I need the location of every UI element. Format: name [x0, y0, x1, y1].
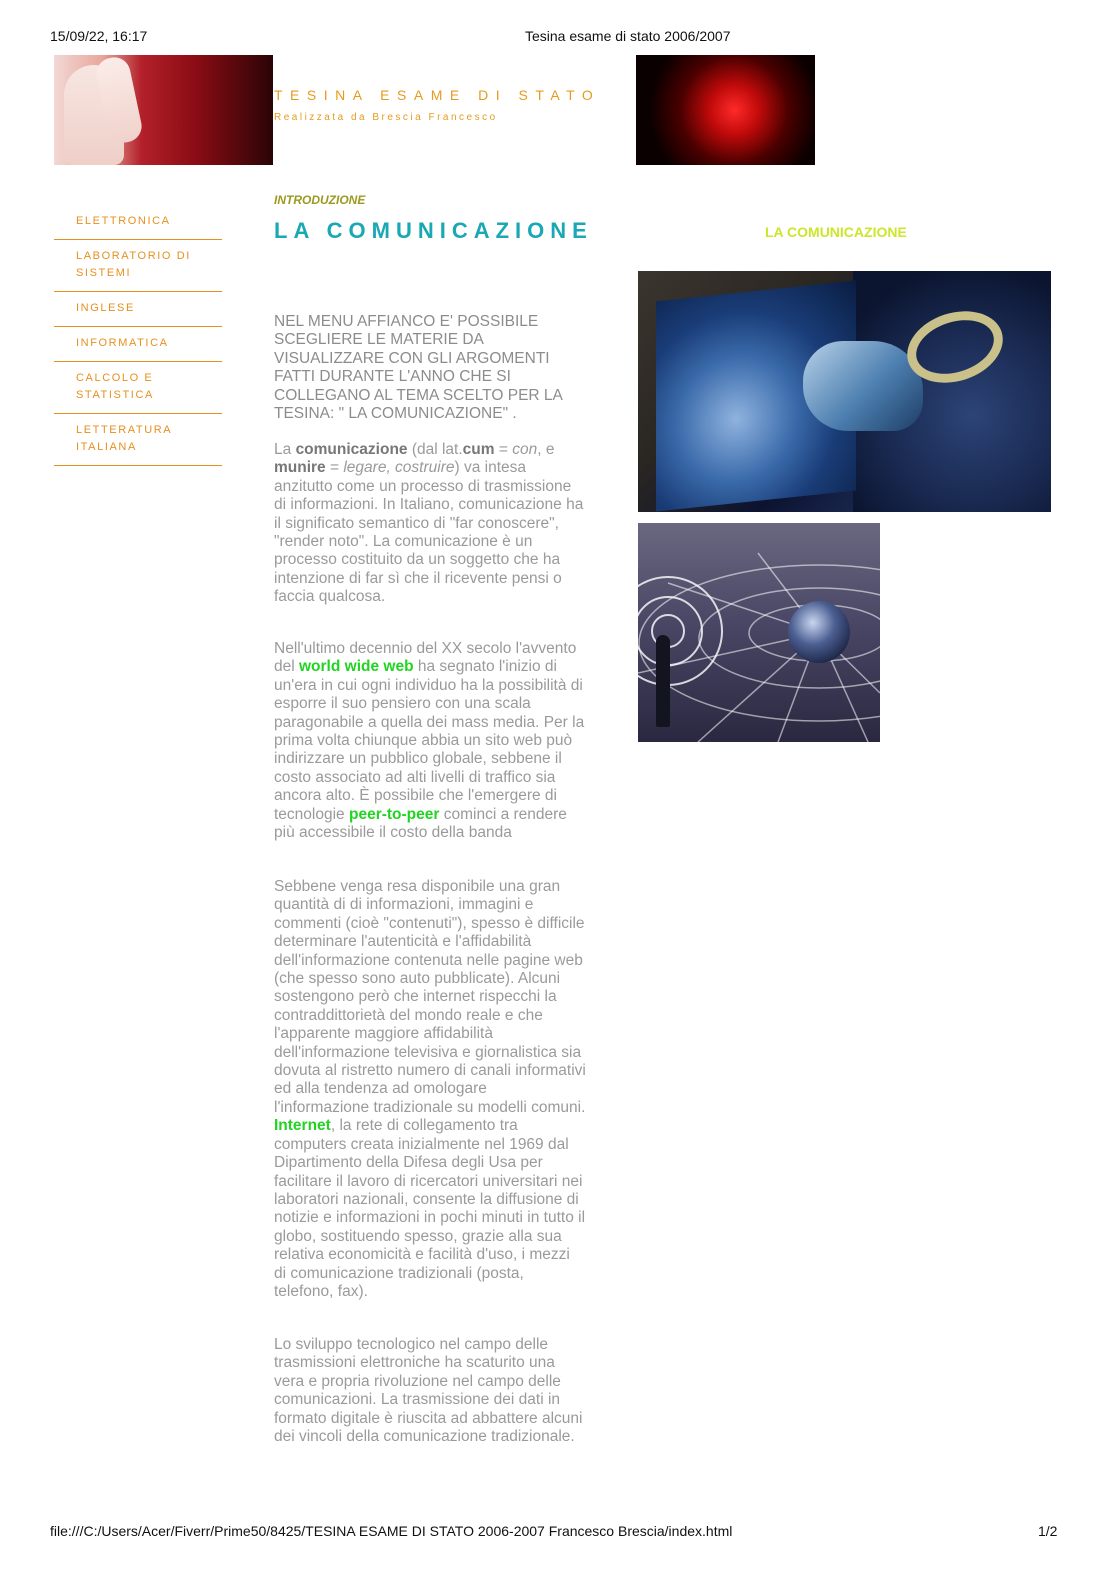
menu-item-laboratorio-di-sistemi[interactable]: LABORATORIO DI SISTEMI: [54, 240, 222, 292]
paragraph-technology: Lo sviluppo tecnologico nel campo delle trasmissioni elettroniche ha scaturito una vera e propria rivoluzione nel campo delle comunicazioni. La trasmissione dei dati in formato digitale è riuscita ad abbattere alcuni dei vincoli della comunicazione tradizionale.: [274, 1336, 583, 1446]
link-world-wide-web[interactable]: world wide web: [299, 658, 414, 676]
menu-item-inglese[interactable]: INGLESE: [54, 292, 222, 327]
globe-web-image: [638, 523, 880, 742]
menu-item-letteratura-italiana[interactable]: LETTERATURA ITALIANA: [54, 414, 222, 466]
link-internet[interactable]: Internet: [274, 1117, 331, 1135]
paragraph-internet: Sebbene venga resa disponibile una gran quantità di di informazioni, immagini e commenti (cioè "contenuti"), spesso è difficile determinare l'autenticità e l'affidabilità dell'informazione contenuta nelle pagine web (che spesso sono auto pubblicate). Alcuni sostengono però che internet rispecchi la contraddittorietà del mondo reale e che l'apparente maggiore affidabilità dell'informazione televisiva e giornalistica sia dovuta al ristretto numero di canali informativi ed alla tendenza ad omologare l'informazione tradizionale su modelli comuni. Internet, la rete di collegamento tra computers creata inizialmente nel 1969 dal Dipartimento della Difesa degli Usa per facilitare il lavoro di ricercatori universitari nei laboratori nazionali, consente la diffusione di notizie e informazioni in pochi minuti in tutto il globo, sostituendo spesso, grazie alla sua relativa economicità e facilità d'uso, i mezzi di comunicazione tradizionali (posta, telefono, fax).: [274, 878, 586, 1300]
menu-item-informatica[interactable]: INFORMATICA: [54, 327, 222, 362]
sidebar-menu: [54, 205, 222, 466]
header-flower-image: [636, 55, 815, 165]
intro-text: NEL MENU AFFIANCO E' POSSIBILE SCEGLIERE LE MATERIE DA VISUALIZZARE CON GLI ARGOMENTI FATTI DURANTE L'ANNO CHE SI COLLEGANO AL TEMA SCELTO PER LA TESINA: " LA COMUNICAZIONE" .: [274, 313, 563, 423]
menu-item-calcolo-e-statistica[interactable]: CALCOLO E STATISTICA: [54, 362, 222, 414]
section-label: INTRODUZIONE: [274, 193, 366, 207]
paragraph-web: Nell'ultimo decennio del XX secolo l'avvento del world wide web ha segnato l'inizio di un'era in cui ogni individuo ha la possibilità di esporre il suo pensiero con una scala paragonabile a quella dei mass media. Per la prima volta chiunque abbia un sito web può indirizzare un pubblico globale, sebbene il costo associato ad alti livelli di traffico sia ancora alto. È possibile che l'emergere di tecnologie peer-to-peer cominci a rendere più accessibile il costo della banda: [274, 640, 585, 842]
site-subtitle: Realizzata da Brescia Francesco: [274, 112, 498, 123]
header-hand-image: [54, 55, 273, 165]
menu-item-elettronica[interactable]: ELETTRONICA: [54, 205, 222, 240]
site-title: TESINA ESAME DI STATO: [274, 87, 601, 103]
link-peer-to-peer[interactable]: peer-to-peer: [348, 805, 440, 823]
at-sign-hand-image: [638, 271, 1051, 512]
right-column-title: LA COMUNICAZIONE: [765, 224, 907, 240]
print-page-number: 1/2: [1038, 1523, 1058, 1539]
print-url: file:///C:/Users/Acer/Fiverr/Prime50/8425/TESINA ESAME DI STATO 2006-2007 Francesco Brescia/index.html: [50, 1523, 733, 1539]
print-title: Tesina esame di stato 2006/2007: [525, 28, 731, 44]
paragraph-definition: La comunicazione (dal lat.cum = con, e munire = legare, costruire) va intesa anzitutto come un processo di trasmissione di informazioni. In Italiano, comunicazione ha il significato semantico di "far conoscere", "render noto". La comunicazione è un processo costituito da un soggetto che ha intenzione di far sì che il ricevente pensi o faccia qualcosa.: [274, 441, 584, 606]
main-heading: LA COMUNICAZIONE: [274, 218, 593, 243]
print-date: 15/09/22, 16:17: [50, 28, 148, 44]
